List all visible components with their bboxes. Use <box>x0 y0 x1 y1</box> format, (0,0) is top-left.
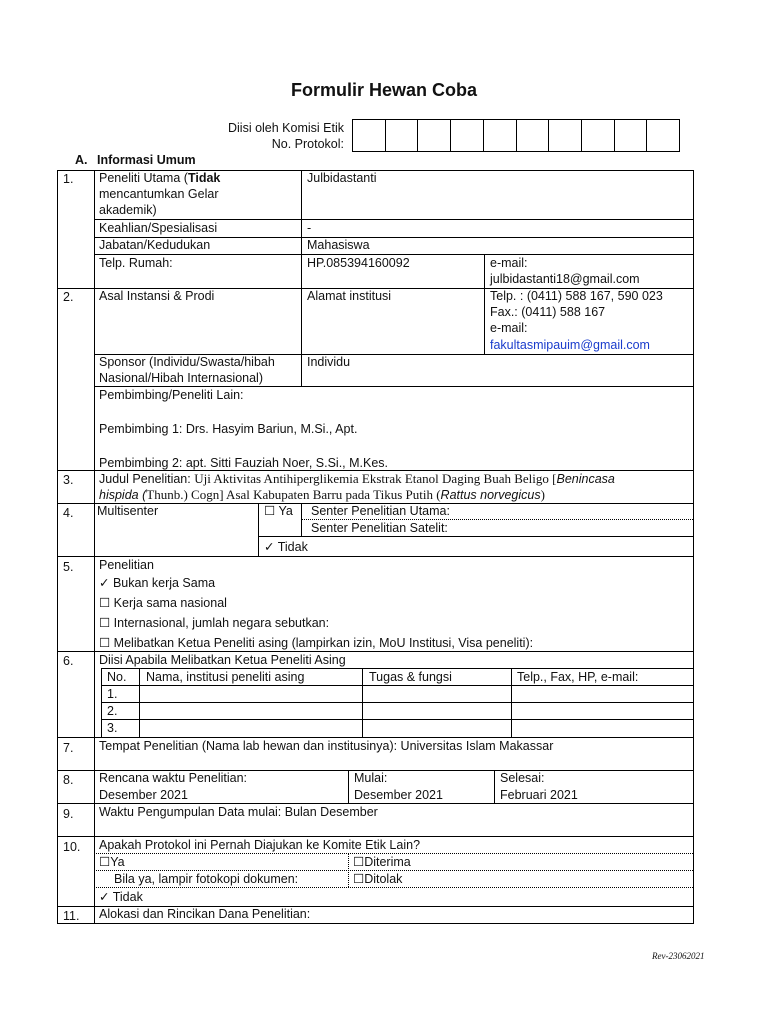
row-number: 4. <box>63 506 74 520</box>
kerja-sama-nasional-checkbox[interactable]: ☐ Kerja sama nasional <box>99 596 227 610</box>
row-divider <box>258 536 694 537</box>
komite-tidak-checkbox[interactable]: ✓ Tidak <box>99 890 143 904</box>
telp-rumah-value[interactable]: HP.085394160092 <box>307 256 410 270</box>
row-divider <box>494 770 495 803</box>
peneliti-utama-label-2: mencantumkan Gelar <box>99 187 219 201</box>
multisenter-label: Multisenter <box>97 504 159 518</box>
revision-code: Rev-23062021 <box>652 951 705 961</box>
judul-text: ) <box>540 487 545 502</box>
form-title: Formulir Hewan Coba <box>290 80 478 100</box>
row-divider <box>301 288 302 386</box>
table-border-bottom <box>57 923 694 924</box>
number-column-line <box>94 170 95 924</box>
ditolak-checkbox[interactable]: ☐Ditolak <box>353 872 403 886</box>
protocol-digit-box[interactable] <box>386 120 419 151</box>
protocol-number-label: No. Protokol: <box>271 137 344 151</box>
alamat-institusi-label: Alamat institusi <box>307 289 392 303</box>
sponsor-value[interactable]: Individu <box>307 355 351 369</box>
mulai-label: Mulai: <box>354 771 388 785</box>
judul-line-2 <box>99 487 545 503</box>
sponsor-label: Sponsor (Individu/Swasta/hibah <box>99 355 275 369</box>
row-number: 1. <box>63 172 74 186</box>
section-a-heading <box>75 153 196 167</box>
inner-table-line <box>101 668 102 737</box>
row-number: 3. <box>63 473 74 487</box>
peneliti-utama-value[interactable]: Julbidastanti <box>307 171 377 185</box>
diterima-checkbox[interactable]: ☐Diterima <box>353 855 411 869</box>
ketua-asing-checkbox[interactable]: ☐ Melibatkan Ketua Peneliti asing (lampirkan izin, MoU Institusi, Visa peneliti): <box>99 636 534 650</box>
inner-table-line <box>511 668 512 737</box>
jabatan-value[interactable]: Mahasiswa <box>307 238 370 252</box>
peneliti-utama-label-3: akademik) <box>99 203 157 217</box>
judul-label: Judul Penelitian: <box>99 472 191 486</box>
protocol-digit-box[interactable] <box>615 120 648 151</box>
inner-table-line <box>101 719 693 720</box>
inner-table-line <box>362 668 363 737</box>
row-number: 10. <box>63 840 81 854</box>
row-number: 9. <box>63 807 74 821</box>
keahlian-label: Keahlian/Spesialisasi <box>99 221 218 235</box>
institusi-telp: Telp. : (0411) 588 167, 590 023 <box>490 289 663 303</box>
institusi-email-label: e-mail: <box>490 321 528 335</box>
inner-table-line <box>101 702 693 703</box>
institusi-fax: Fax.: (0411) 588 167 <box>490 305 606 319</box>
row-divider <box>301 170 302 288</box>
peneliti-utama-label <box>99 170 220 186</box>
row-divider <box>484 288 485 354</box>
table-border-left <box>57 170 58 924</box>
selesai-label: Selesai: <box>500 771 545 785</box>
institusi-email-link[interactable]: fakultasmipauim@gmail.com <box>490 338 650 352</box>
keahlian-value[interactable]: - <box>307 221 312 235</box>
bukan-kerja-sama-checkbox[interactable]: ✓ Bukan kerja Sama <box>99 576 216 590</box>
protocol-digit-box[interactable] <box>353 120 386 151</box>
rencana-waktu-label: Rencana waktu Penelitian: <box>99 771 248 785</box>
judul-text[interactable]: Thunb.) Cogn] Asal Kabupaten Barru pada Tikus Putih ( <box>146 487 441 502</box>
table-row-number: 2. <box>107 704 118 718</box>
protocol-digit-box[interactable] <box>549 120 582 151</box>
table-row-number: 3. <box>107 721 118 735</box>
rencana-waktu-value[interactable]: Desember 2021 <box>99 788 188 802</box>
row-divider <box>258 503 259 556</box>
column-header: No. <box>107 670 127 684</box>
row-number: 6. <box>63 654 74 668</box>
judul-species[interactable]: Benincasa <box>556 472 615 486</box>
multisenter-tidak-checkbox[interactable]: ✓ Tidak <box>264 540 308 554</box>
row-number: 7. <box>63 741 74 755</box>
waktu-pengumpulan[interactable]: Waktu Pengumpulan Data mulai: Bulan Desember <box>99 805 378 819</box>
protocol-number-boxes[interactable] <box>352 119 680 152</box>
section-title: Informasi Umum <box>97 153 196 167</box>
dotted-divider <box>94 887 693 888</box>
protocol-digit-box[interactable] <box>418 120 451 151</box>
section-letter: A. <box>75 153 88 167</box>
tempat-penelitian[interactable]: Tempat Penelitian (Nama lab hewan dan institusinya): Universitas Islam Makassar <box>99 739 554 753</box>
judul-species[interactable]: hispida ( <box>99 488 147 502</box>
dotted-divider <box>348 853 349 887</box>
column-header: Tugas & fungsi <box>369 670 452 684</box>
pembimbing-1[interactable]: Pembimbing 1: Drs. Hasyim Bariun, M.Si., Apt. <box>99 422 358 436</box>
komisi-label <box>200 120 344 152</box>
judul-species[interactable]: Rattus norvegicus <box>440 488 541 502</box>
column-header: Telp., Fax, HP, e-mail: <box>517 670 639 684</box>
komisi-line-1: Diisi oleh Komisi Etik <box>227 121 344 135</box>
label-bold: Tidak <box>187 171 221 185</box>
telp-rumah-label: Telp. Rumah: <box>99 256 173 270</box>
judul-text[interactable]: Uji Aktivitas Antihiperglikemia Ekstrak Etanol Daging Buah Beligo [ <box>194 471 557 486</box>
penelitian-label: Penelitian <box>99 558 154 572</box>
protocol-digit-box[interactable] <box>484 120 517 151</box>
alokasi-dana-label: Alokasi dan Rincikan Dana Penelitian: <box>99 907 311 921</box>
komite-lain-question: Apakah Protokol ini Pernah Diajukan ke Komite Etik Lain? <box>99 838 421 852</box>
komite-ya-checkbox[interactable]: ☐Ya <box>99 855 125 869</box>
internasional-checkbox[interactable]: ☐ Internasional, jumlah negara sebutkan: <box>99 616 330 630</box>
label-text: Peneliti Utama ( <box>99 171 188 185</box>
senter-utama-label: Senter Penelitian Utama: <box>311 504 450 518</box>
lampir-label: Bila ya, lampir fotokopi dokumen: <box>114 872 299 886</box>
inner-table-line <box>101 685 693 686</box>
pembimbing-2[interactable]: Pembimbing 2: apt. Sitti Fauziah Noer, S.Si., M.Kes. <box>99 456 389 470</box>
sponsor-label-2: Nasional/Hibah Internasional) <box>99 371 263 385</box>
row-divider <box>348 770 349 803</box>
inner-table-line <box>139 668 140 737</box>
multisenter-ya-checkbox[interactable]: ☐ Ya <box>264 504 293 518</box>
email-value[interactable]: julbidastanti18@gmail.com <box>490 272 640 286</box>
senter-satelit-label: Senter Penelitian Satelit: <box>311 521 448 535</box>
protocol-digit-box[interactable] <box>451 120 484 151</box>
email-label: e-mail: <box>490 256 528 270</box>
row-divider <box>484 254 485 288</box>
mulai-value[interactable]: Desember 2021 <box>354 788 443 802</box>
peneliti-asing-label: Diisi Apabila Melibatkan Ketua Peneliti Asing <box>99 653 346 667</box>
asal-instansi-label: Asal Instansi & Prodi <box>99 289 215 303</box>
row-number: 8. <box>63 773 74 787</box>
selesai-value[interactable]: Februari 2021 <box>500 788 578 802</box>
jabatan-label: Jabatan/Kedudukan <box>99 238 211 252</box>
row-number: 2. <box>63 290 74 304</box>
column-header: Nama, institusi peneliti asing <box>146 670 305 684</box>
judul-line-1 <box>99 471 615 487</box>
protocol-digit-box[interactable] <box>517 120 550 151</box>
row-number: 11. <box>63 909 80 923</box>
protocol-digit-box[interactable] <box>647 120 679 151</box>
table-row-number: 1. <box>107 687 118 701</box>
row-number: 5. <box>63 560 74 574</box>
pembimbing-header: Pembimbing/Peneliti Lain: <box>99 388 244 402</box>
table-border-right <box>693 170 694 924</box>
protocol-digit-box[interactable] <box>582 120 615 151</box>
